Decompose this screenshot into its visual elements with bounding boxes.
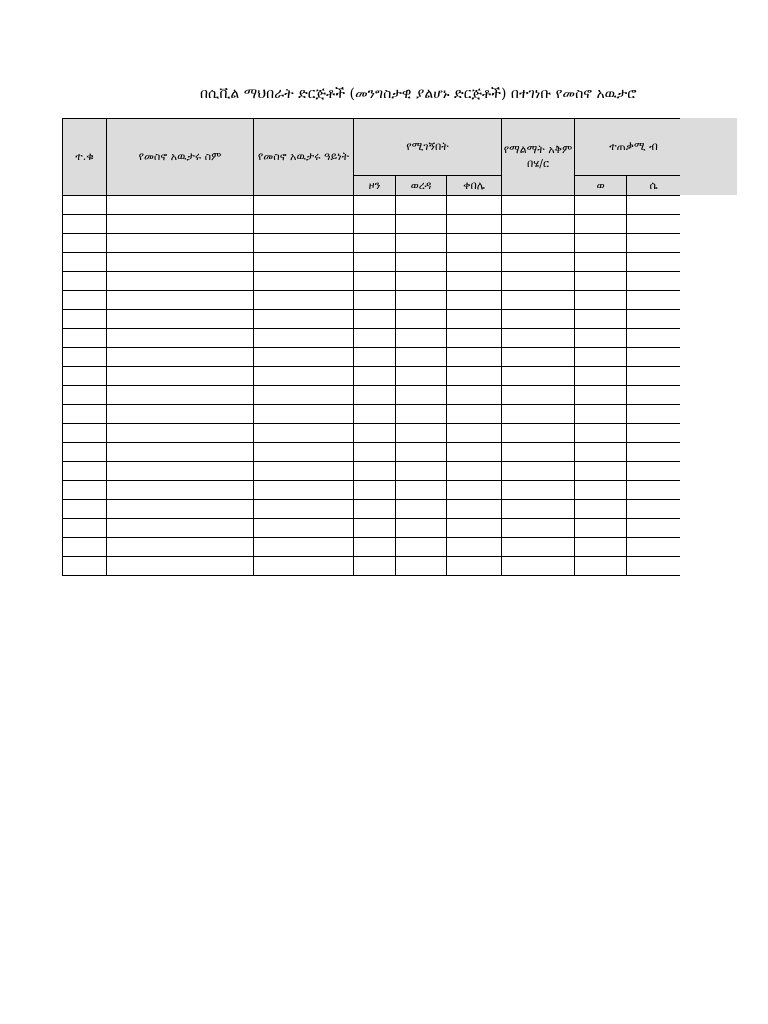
table-cell[interactable] [107,481,254,500]
table-cell[interactable] [447,310,502,329]
table-row [63,196,681,215]
table-cell[interactable] [575,386,627,405]
table-cell[interactable] [627,405,680,424]
table-cell[interactable] [107,538,254,557]
table-cell[interactable] [575,500,627,519]
table-cell[interactable] [254,386,354,405]
table-cell[interactable] [396,557,447,576]
table-cell[interactable] [575,272,627,291]
table-cell[interactable] [447,481,502,500]
table-cell[interactable] [254,462,354,481]
table-cell[interactable] [627,557,680,576]
table-cell[interactable] [63,215,107,234]
table-cell[interactable] [575,291,627,310]
table-cell[interactable] [447,348,502,367]
table-cell[interactable] [502,291,575,310]
table-cell[interactable] [254,500,354,519]
header-kebele: ቀበሌ [447,176,502,196]
table-cell[interactable] [575,234,627,253]
table-cell[interactable] [502,348,575,367]
table-cell[interactable] [627,234,680,253]
table-cell[interactable] [627,253,680,272]
header-location: የሚገኝበት [354,119,502,176]
table-cell[interactable] [254,481,354,500]
table-row [63,519,681,538]
table-cell[interactable] [63,405,107,424]
table-cell[interactable] [63,386,107,405]
table-cell[interactable] [396,215,447,234]
table-cell[interactable] [447,538,502,557]
table-cell[interactable] [627,272,680,291]
table-cell[interactable] [63,424,107,443]
table-cell[interactable] [502,405,575,424]
table-cell[interactable] [396,234,447,253]
table-cell[interactable] [396,443,447,462]
table-cell[interactable] [107,386,254,405]
table-cell[interactable] [502,538,575,557]
table-cell[interactable] [396,291,447,310]
table-cell[interactable] [627,310,680,329]
table-cell[interactable] [63,196,107,215]
table-cell[interactable] [254,519,354,538]
table-cell[interactable] [254,215,354,234]
table-cell[interactable] [627,519,680,538]
table-cell[interactable] [627,443,680,462]
table-cell[interactable] [447,462,502,481]
table-cell[interactable] [354,215,396,234]
table-cell[interactable] [396,481,447,500]
table-cell[interactable] [627,329,680,348]
table-cell[interactable] [627,386,680,405]
table-body [63,196,681,576]
table-row [63,538,681,557]
table-cell[interactable] [107,329,254,348]
table-cell[interactable] [396,462,447,481]
header-scheme-name: የመስኖ አዉታሩ ስም [107,119,254,196]
table-cell[interactable] [354,329,396,348]
table-cell[interactable] [627,196,680,215]
table-cell[interactable] [107,272,254,291]
table-cell[interactable] [63,348,107,367]
table-cell[interactable] [447,234,502,253]
table-cell[interactable] [254,272,354,291]
table-row [63,234,681,253]
table-cell[interactable] [447,215,502,234]
table-cell[interactable] [107,310,254,329]
table-cell[interactable] [107,196,254,215]
table-cell[interactable] [354,519,396,538]
table-cell[interactable] [354,272,396,291]
table-cell[interactable] [354,253,396,272]
table-cell[interactable] [502,443,575,462]
table-cell[interactable] [396,329,447,348]
header-zone: ዞን [354,176,396,196]
table-cell[interactable] [63,500,107,519]
table-cell[interactable] [575,424,627,443]
table-cell[interactable] [575,519,627,538]
table-cell[interactable] [627,291,680,310]
table-cell[interactable] [354,234,396,253]
table-cell[interactable] [396,519,447,538]
table-cell[interactable] [354,291,396,310]
table-cell[interactable] [447,291,502,310]
table-cell[interactable] [63,481,107,500]
table-cell[interactable] [502,272,575,291]
table-row [63,367,681,386]
table-cell[interactable] [107,367,254,386]
irrigation-scheme-table [62,118,680,576]
table-row [63,462,681,481]
table-cell[interactable] [63,253,107,272]
table-cell[interactable] [627,215,680,234]
table-cell[interactable] [396,272,447,291]
table-cell[interactable] [354,310,396,329]
table-row [63,348,681,367]
table-cell[interactable] [254,291,354,310]
header-capacity: የማልማት አቅም በሄ/ር [502,119,575,196]
table-cell[interactable] [63,291,107,310]
table-row [63,291,681,310]
table-row [63,329,681,348]
table-cell[interactable] [396,538,447,557]
table-cell[interactable] [254,253,354,272]
table-cell[interactable] [447,424,502,443]
table-cell[interactable] [354,405,396,424]
table-cell[interactable] [396,348,447,367]
table-cell[interactable] [447,500,502,519]
scheme-table-container [62,118,680,576]
header-male: ወ [575,176,627,196]
table-cell[interactable] [447,329,502,348]
table-cell[interactable] [354,462,396,481]
table-cell[interactable] [502,424,575,443]
table-cell[interactable] [627,481,680,500]
table-cell[interactable] [254,234,354,253]
table-cell[interactable] [502,253,575,272]
table-cell[interactable] [354,443,396,462]
table-cell[interactable] [447,367,502,386]
table-cell[interactable] [254,367,354,386]
table-cell[interactable] [107,443,254,462]
table-cell[interactable] [107,234,254,253]
table-cell[interactable] [575,310,627,329]
table-cell[interactable] [254,196,354,215]
table-cell[interactable] [502,481,575,500]
table-cell[interactable] [107,215,254,234]
table-cell[interactable] [63,310,107,329]
table-cell[interactable] [627,500,680,519]
table-cell[interactable] [254,557,354,576]
table-cell[interactable] [354,500,396,519]
table-cell[interactable] [502,367,575,386]
table-cell[interactable] [575,538,627,557]
table-cell[interactable] [354,557,396,576]
table-cell[interactable] [254,310,354,329]
table-cell[interactable] [396,500,447,519]
table-cell[interactable] [254,405,354,424]
table-cell[interactable] [354,424,396,443]
table-cell[interactable] [107,424,254,443]
table-cell[interactable] [502,557,575,576]
table-cell[interactable] [396,424,447,443]
table-cell[interactable] [396,253,447,272]
table-cell[interactable] [63,538,107,557]
table-cell[interactable] [575,405,627,424]
table-cell[interactable] [575,348,627,367]
table-cell[interactable] [627,348,680,367]
table-cell[interactable] [63,462,107,481]
table-cell[interactable] [107,253,254,272]
table-row [63,557,681,576]
table-row [63,443,681,462]
table-cell[interactable] [502,329,575,348]
table-cell[interactable] [447,557,502,576]
table-cell[interactable] [396,386,447,405]
table-cell[interactable] [502,196,575,215]
header-no: ተ.ቁ [63,119,107,196]
table-cell[interactable] [447,405,502,424]
table-cell[interactable] [502,234,575,253]
table-cell[interactable] [575,196,627,215]
table-cell[interactable] [575,443,627,462]
table-cell[interactable] [107,405,254,424]
table-row [63,424,681,443]
table-cell[interactable] [447,386,502,405]
table-row [63,253,681,272]
table-row [63,272,681,291]
header-beneficiaries: ተጠቃሚ ብ [575,119,680,176]
table-cell[interactable] [627,424,680,443]
table-cell[interactable] [396,196,447,215]
table-cell[interactable] [502,500,575,519]
table-cell[interactable] [107,348,254,367]
header-female: ሴ [627,176,680,196]
table-cell[interactable] [354,481,396,500]
table-cell[interactable] [502,386,575,405]
table-cell[interactable] [627,538,680,557]
table-cell[interactable] [502,519,575,538]
table-row [63,481,681,500]
table-row [63,500,681,519]
table-cell[interactable] [575,215,627,234]
table-cell[interactable] [63,367,107,386]
table-row [63,405,681,424]
table-cell[interactable] [575,329,627,348]
table-cell[interactable] [575,557,627,576]
header-woreda: ወረዳ [396,176,447,196]
table-cell[interactable] [63,272,107,291]
table-cell[interactable] [396,367,447,386]
table-cell[interactable] [354,367,396,386]
table-cell[interactable] [396,310,447,329]
table-cell[interactable] [63,519,107,538]
header-overflow-cell [680,118,737,195]
table-cell[interactable] [575,462,627,481]
table-cell[interactable] [447,272,502,291]
table-cell[interactable] [354,386,396,405]
table-cell[interactable] [107,557,254,576]
table-cell[interactable] [107,462,254,481]
table-cell[interactable] [354,538,396,557]
table-cell[interactable] [107,500,254,519]
table-cell[interactable] [447,253,502,272]
header-scheme-type: የመስኖ አዉታሩ ዓይነት [254,119,354,196]
table-cell[interactable] [575,481,627,500]
table-cell[interactable] [575,367,627,386]
table-cell[interactable] [254,443,354,462]
table-cell[interactable] [63,234,107,253]
table-row [63,386,681,405]
table-cell[interactable] [447,196,502,215]
table-cell[interactable] [354,348,396,367]
table-cell[interactable] [627,367,680,386]
table-cell[interactable] [254,348,354,367]
document-title: በሲቪል ማህበራት ድርጅቶች (መንግስታዊ ያልሆኑ ድርጅቶች) በተገነቡ የመስኖ አዉታሮ [200,86,637,102]
table-row [63,310,681,329]
table-cell[interactable] [107,291,254,310]
table-cell[interactable] [575,253,627,272]
table-cell[interactable] [502,310,575,329]
table-cell[interactable] [354,196,396,215]
table-cell[interactable] [254,329,354,348]
table-cell[interactable] [254,538,354,557]
table-cell[interactable] [502,462,575,481]
table-row [63,215,681,234]
table-cell[interactable] [63,557,107,576]
table-cell[interactable] [447,519,502,538]
table-cell[interactable] [502,215,575,234]
table-cell[interactable] [63,329,107,348]
table-cell[interactable] [396,405,447,424]
table-cell[interactable] [627,462,680,481]
table-cell[interactable] [63,443,107,462]
table-cell[interactable] [107,519,254,538]
table-cell[interactable] [254,424,354,443]
table-cell[interactable] [447,443,502,462]
